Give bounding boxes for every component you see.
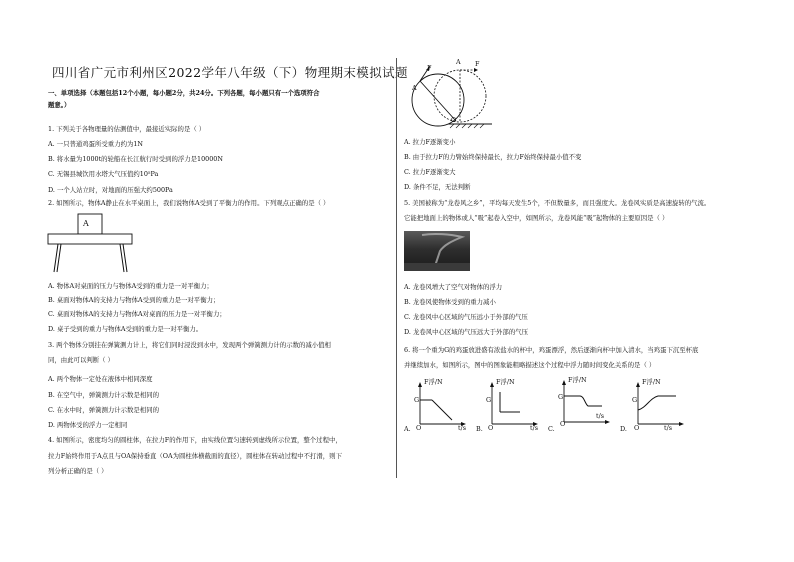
q4-fig-point-a: A — [412, 84, 417, 92]
q3-stem-line1: 3. 两个物体分别挂在弹簧测力计上，将它们同时浸没到水中，发现两个弹簧测力计的示数的减小值相 — [48, 341, 331, 349]
q3-option-a: A. 两个物体一定处在液体中相同深度 — [48, 375, 153, 383]
q3-option-b: B. 在空气中，弹簧测力计示数是相同的 — [48, 391, 160, 399]
q6-graph-c-ylabel: F浮/N — [568, 376, 587, 384]
q2-option-c: C. 桌面对物体A的支持力与物体A对桌面的压力是一对平衡力； — [48, 310, 226, 318]
q6-graph-c-g: G — [558, 393, 564, 401]
page-title: 四川省广元市利州区2022学年八年级（下）物理期末模拟试题 — [52, 65, 408, 80]
q6-option-b-label: B. — [476, 425, 483, 433]
q6-graph-b-g: G — [486, 396, 492, 404]
q1-stem: 1. 下列关于各物理量的估测值中，最接近实际的是（ ） — [48, 125, 206, 133]
q3-option-d: D. 两物体受的浮力一定相同 — [48, 421, 128, 429]
q1-option-d: D. 一个人站立时，对地面的压强大约500Pa — [48, 186, 173, 194]
q1-option-b: B. 将水量为1000t的轮船在长江航行时受到的浮力是10000N — [48, 155, 223, 163]
q6-option-c-label: C. — [548, 425, 555, 433]
column-divider — [396, 58, 397, 478]
q6-option-a-label: A. — [404, 425, 411, 433]
q6-graph-b — [486, 380, 538, 428]
q5-tornado-photo — [404, 231, 470, 271]
q6-graph-a-ylabel: F浮/N — [424, 378, 443, 386]
q4-option-a: A. 拉力F逐渐变小 — [404, 138, 456, 146]
q6-graph-d-g: G — [632, 396, 638, 404]
q4-stem-line2: 拉力F始终作用于A点且与OA保持垂直（OA为圆柱体横截面的直径），圆柱体在转动过程中不打滑，则下 — [48, 452, 342, 460]
q6-graph-a-xlabel: t/s — [458, 424, 467, 432]
q6-graph-c-origin: O — [560, 420, 566, 428]
section-heading-line2: 题意。） — [48, 101, 71, 109]
q5-option-c: C. 龙卷风中心区域的气压远小于外部的气压 — [404, 313, 528, 321]
q2-table-figure — [46, 212, 136, 274]
section-heading-line1: 一、单项选择（本题包括12个小题，每小题2分，共24分。下列各题，每小题只有一个选项符合 — [48, 89, 320, 97]
q6-graph-b-ylabel: F浮/N — [496, 378, 515, 386]
q4-stem-line1: 4. 如图所示，密度均匀的圆柱体，在拉力F的作用下，由实线位置匀速转到虚线所示位置，整个过程中， — [48, 436, 342, 444]
q2-option-a: A. 物体A对桌面的压力与物体A受到的重力是一对平衡力； — [48, 282, 213, 290]
q3-stem-line2: 同，由此可以判断（ ） — [48, 356, 114, 364]
q4-fig-force-label-dashed: F — [475, 60, 480, 68]
q6-graph-d-xlabel: t/s — [664, 424, 673, 432]
q6-graph-d — [632, 380, 684, 428]
q2-block-label: A — [83, 219, 89, 228]
q3-option-c: C. 在水中时，弹簧测力计示数是相同的 — [48, 406, 159, 414]
q4-option-c: C. 拉力F逐渐变大 — [404, 168, 456, 176]
q5-stem-line2: 它能把地面上的物体或人“吸”起卷入空中，如图所示，龙卷风能“吸”起物体的主要原因是（ ） — [404, 214, 669, 222]
q4-stem-line3: 列分析正确的是（ ） — [48, 467, 108, 475]
q5-option-b: B. 龙卷风使物体受到的重力减小 — [404, 298, 496, 306]
q4-fig-point-a-dashed: A — [456, 58, 461, 66]
q4-fig-force-label: F — [427, 64, 432, 72]
q4-option-b: B. 由于拉力F的力臂始终保持最长，拉力F始终保持最小值不变 — [404, 153, 582, 161]
q5-option-a: A. 龙卷风增大了空气对物体的浮力 — [404, 283, 503, 291]
q5-stem-line1: 5. 美国被称为“龙卷风之乡”，平均每天发生5个，不但数量多，而且强度大。龙卷风实质是高速旋转的气流。 — [404, 199, 711, 207]
q4-fig-point-o: O — [451, 116, 457, 124]
q6-graph-a — [414, 380, 466, 428]
q6-graph-c-xlabel: t/s — [596, 412, 605, 420]
q6-graph-b-xlabel: t/s — [530, 424, 539, 432]
q6-stem-line2: 并继续加水，如图所示，图中的图象能粗略描述这个过程中浮力随时间变化关系的是（ ） — [404, 361, 656, 369]
q4-option-d: D. 条件不足，无法判断 — [404, 183, 471, 191]
q6-option-d-label: D. — [620, 425, 627, 433]
q2-option-d: D. 桌子受到的重力与物体A受到的重力是一对平衡力。 — [48, 325, 203, 333]
q6-stem-line1: 6. 将一个重为G的鸡蛋放进盛有浓盐水的杯中，鸡蛋漂浮，然后逐渐向杯中加入清水，当鸡蛋下沉至杯底 — [404, 346, 699, 354]
q2-option-b: B. 桌面对物体A的支持力与物体A受到的重力是一对平衡力； — [48, 296, 220, 304]
q2-stem: 2. 如图所示，物体A静止在水平桌面上，我们说物体A受到了平衡力的作用。下列观点正确的是（ ） — [48, 199, 330, 207]
q6-graph-b-origin: O — [488, 424, 494, 432]
q5-option-d: D. 龙卷风中心区域的气压远大于外部的气压 — [404, 328, 528, 336]
q6-graph-d-ylabel: F浮/N — [642, 378, 661, 386]
q1-option-a: A. 一只普通鸡蛋所受重力约为1N — [48, 140, 144, 148]
q6-graph-d-origin: O — [634, 424, 640, 432]
q6-graph-a-g: G — [414, 396, 420, 404]
q6-graph-a-origin: O — [416, 424, 422, 432]
q1-option-c: C. 无锡县城饮用水塔大气压值约10⁵Pa — [48, 170, 159, 178]
